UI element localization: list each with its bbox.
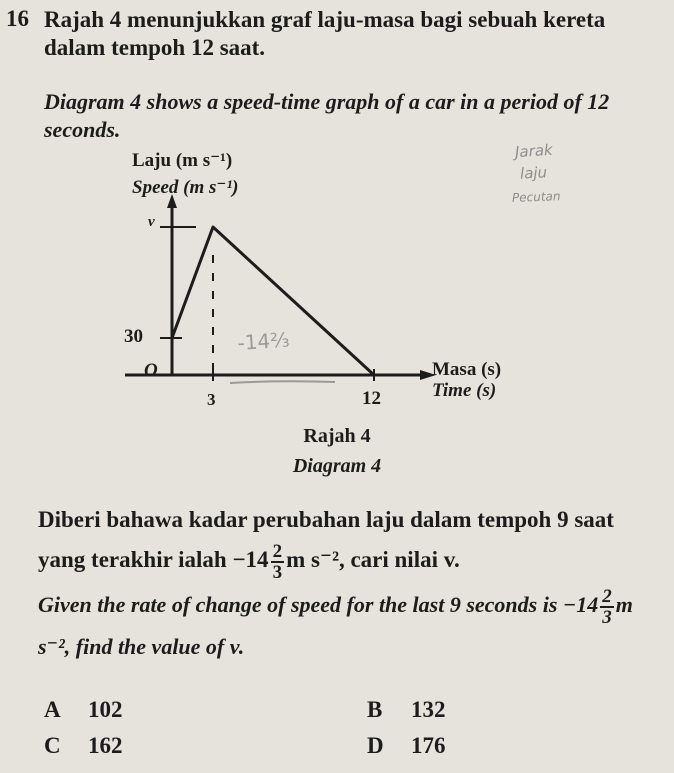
option-value: 176 bbox=[411, 733, 446, 758]
given-text-malay-unit: m s⁻², cari nilai v. bbox=[286, 547, 460, 572]
pencil-underline bbox=[230, 381, 335, 383]
y-tick-30: 30 bbox=[124, 326, 143, 347]
x-tick-3: 3 bbox=[207, 390, 216, 409]
speed-time-graph bbox=[110, 140, 530, 470]
fraction-denominator: 3 bbox=[272, 561, 283, 583]
option-value: 102 bbox=[88, 697, 123, 722]
fraction bbox=[271, 542, 285, 582]
margin-note: Jarak bbox=[514, 140, 554, 162]
question-text-malay: Rajah 4 menunjukkan graf laju-masa bagi sebuah kereta dalam tempoh 12 saat. bbox=[44, 7, 606, 60]
question-text-english: Diagram 4 shows a speed-time graph of a car in a period of 12 seconds. bbox=[44, 89, 610, 142]
speed-line bbox=[172, 227, 374, 375]
x-axis-label-english: Time (s) bbox=[432, 380, 497, 401]
diagram-caption-malay: Rajah 4 bbox=[303, 425, 371, 447]
origin-label: O bbox=[144, 360, 158, 381]
given-text-english bbox=[38, 585, 663, 667]
fraction-numerator: 2 bbox=[602, 585, 612, 607]
x-tick-12: 12 bbox=[362, 388, 381, 409]
diagram-caption-english: Diagram 4 bbox=[292, 455, 382, 477]
y-axis-label-english: Speed (m s⁻¹) bbox=[132, 177, 239, 198]
option-a[interactable] bbox=[44, 697, 123, 723]
x-axis-label-malay: Masa (s) bbox=[432, 359, 502, 380]
option-letter: B bbox=[367, 697, 383, 722]
given-text-malay bbox=[38, 500, 663, 582]
option-b[interactable] bbox=[367, 697, 446, 723]
question-number: 16 bbox=[6, 6, 29, 31]
given-text-english-unit: m s⁻², find the value of v. bbox=[38, 592, 633, 659]
option-letter: C bbox=[44, 733, 61, 758]
given-text-english-main: Given the rate of change of speed for the last 9 seconds is −14 bbox=[38, 592, 599, 617]
fraction-denominator: 3 bbox=[602, 606, 612, 628]
y-tick-v: v bbox=[148, 214, 155, 230]
y-axis-label-malay: Laju (m s⁻¹) bbox=[132, 150, 233, 171]
option-letter: A bbox=[44, 697, 61, 722]
option-d[interactable] bbox=[367, 733, 446, 759]
option-value: 132 bbox=[411, 697, 446, 722]
fraction-numerator: 2 bbox=[272, 540, 283, 562]
option-value: 162 bbox=[88, 733, 123, 758]
given-text-malay-main: Diberi bahawa kadar perubahan laju dalam tempoh 9 saat yang terakhir ialah −14 bbox=[38, 507, 614, 572]
fraction bbox=[600, 587, 614, 627]
margin-note: Pecutan bbox=[511, 189, 561, 205]
option-c[interactable] bbox=[44, 733, 123, 759]
pencil-annotation: -14⅔ bbox=[236, 327, 291, 355]
option-letter: D bbox=[367, 733, 384, 758]
margin-note: laju bbox=[519, 163, 548, 183]
